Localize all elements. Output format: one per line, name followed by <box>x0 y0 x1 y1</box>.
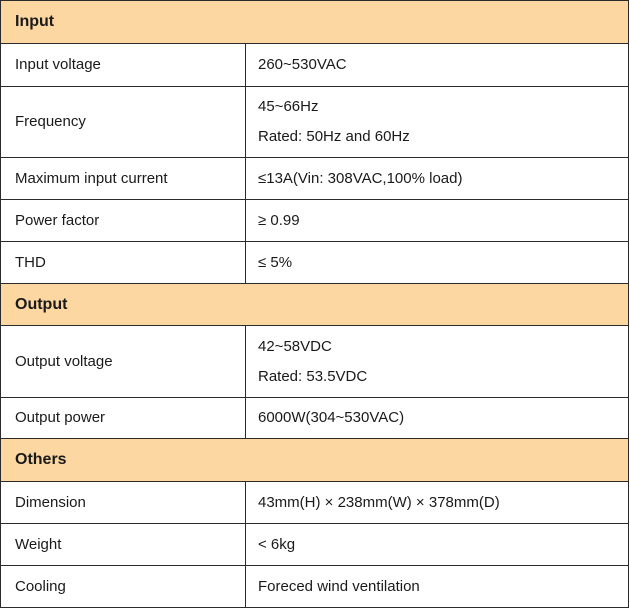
section-header-input <box>1 1 629 44</box>
spec-value: < 6kg <box>246 524 629 566</box>
spec-label: Output power <box>1 398 246 439</box>
spec-value <box>246 87 629 158</box>
section-header-others <box>1 439 629 482</box>
spec-row-output-voltage <box>1 326 629 398</box>
spec-row-maximum-input-current <box>1 158 629 200</box>
spec-row-input-voltage <box>1 44 629 87</box>
spec-row-weight <box>1 524 629 566</box>
spec-label: Output voltage <box>1 326 246 398</box>
spec-value: ≥ 0.99 <box>246 200 629 242</box>
spec-row-dimension <box>1 482 629 524</box>
spec-label: Frequency <box>1 87 246 158</box>
section-title: Others <box>1 439 629 482</box>
spec-label: THD <box>1 242 246 284</box>
section-title: Input <box>1 1 629 44</box>
section-title: Output <box>1 284 629 326</box>
section-header-output <box>1 284 629 326</box>
spec-row-frequency <box>1 87 629 158</box>
spec-row-thd <box>1 242 629 284</box>
spec-value: Foreced wind ventilation <box>246 566 629 608</box>
spec-label: Input voltage <box>1 44 246 87</box>
spec-label: Maximum input current <box>1 158 246 200</box>
spec-value: 260~530VAC <box>246 44 629 87</box>
spec-row-output-power <box>1 398 629 439</box>
spec-label: Dimension <box>1 482 246 524</box>
spec-value: ≤ 5% <box>246 242 629 284</box>
spec-value <box>246 326 629 398</box>
spec-value: 43mm(H) × 238mm(W) × 378mm(D) <box>246 482 629 524</box>
spec-value-line-2: Rated: 50Hz and 60Hz <box>258 128 410 145</box>
spec-value-line-1: 42~58VDC <box>258 337 332 355</box>
spec-label: Weight <box>1 524 246 566</box>
spec-label: Cooling <box>1 566 246 608</box>
spec-value: ≤13A(Vin: 308VAC,100% load) <box>246 158 629 200</box>
spec-label: Power factor <box>1 200 246 242</box>
spec-value: 6000W(304~530VAC) <box>246 398 629 439</box>
spec-row-cooling <box>1 566 629 608</box>
spec-row-power-factor <box>1 200 629 242</box>
spec-value-line-2: Rated: 53.5VDC <box>258 367 368 385</box>
spec-value-line-1: 45~66Hz <box>258 98 319 115</box>
